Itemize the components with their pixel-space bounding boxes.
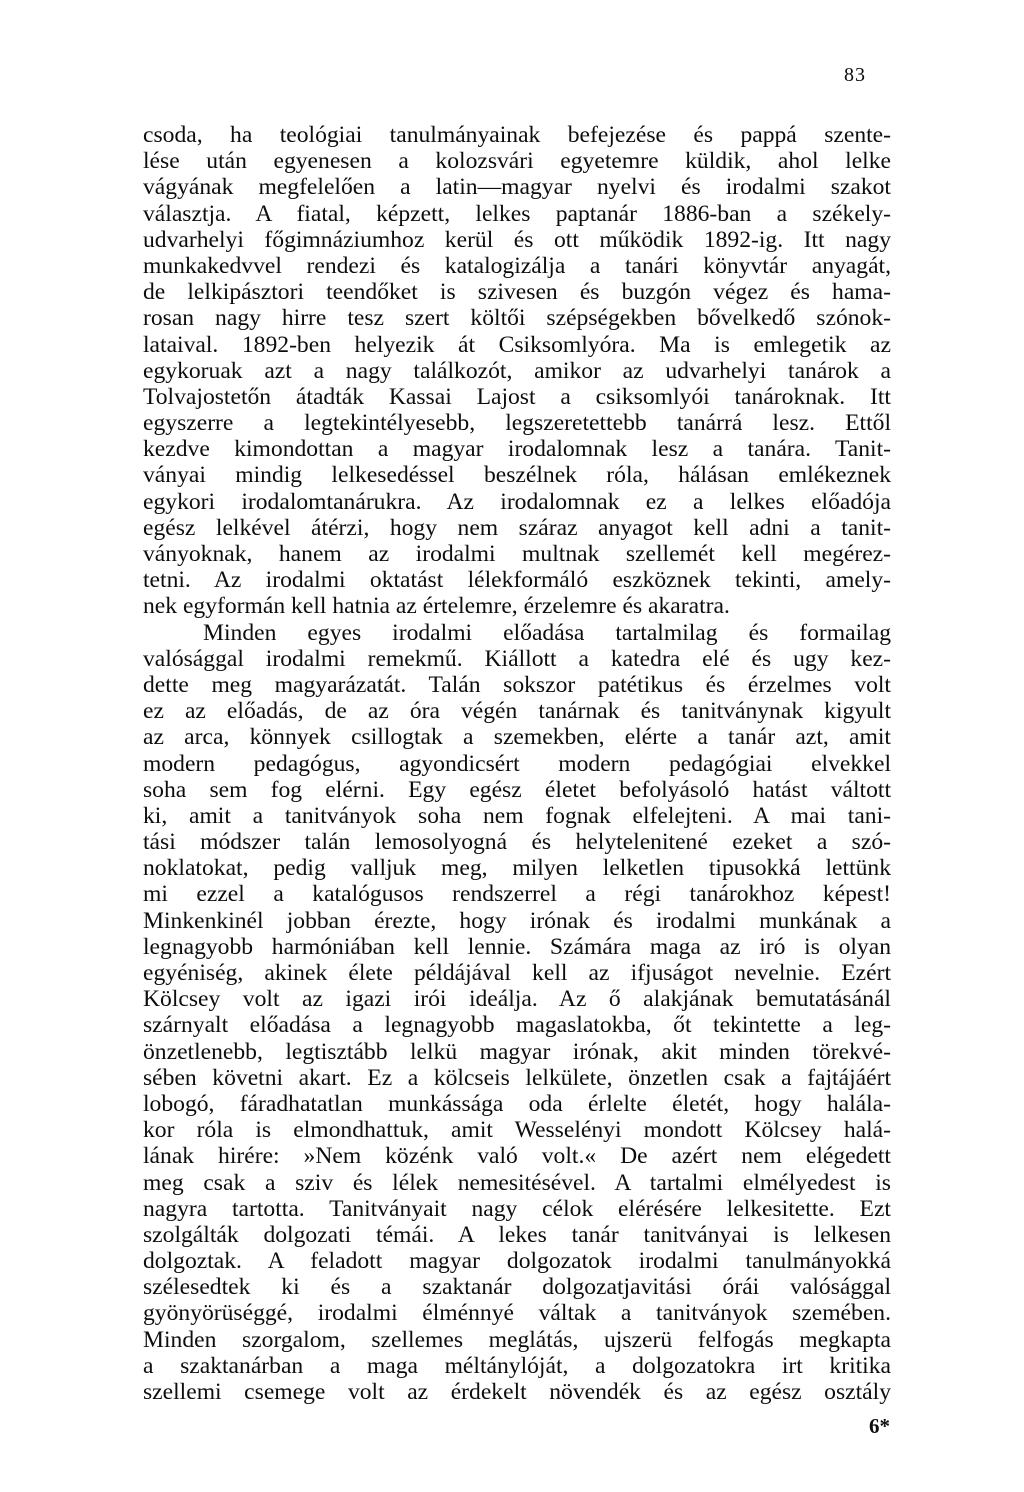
text-line: Tolvajostetőn átadták Kassai Lajost a csiksomlyói tanároknak. Itt [143, 383, 891, 410]
text-line: Minkenkinél jobban érezte, hogy irónak és irodalmi munkának a [143, 907, 891, 934]
text-line: Minden szorgalom, szellemes meglátás, ujszerü felfogás megkapta [143, 1326, 891, 1353]
text-line: kor róla is elmondhattuk, amit Wesselényi mondott Kölcsey halá- [143, 1117, 891, 1144]
printer-signature-mark: 6* [869, 1414, 890, 1438]
text-line: nek egyformán kell hatnia az értelemre, érzelemre és akaratra. [143, 593, 730, 620]
body-text [143, 122, 891, 1405]
text-line: szélesedtek ki és a szaktanár dolgozatjavitási órái valósággal [143, 1274, 891, 1301]
text-line: rosan nagy hirre tesz szert költői szépségekben bővelkedő szónok- [143, 305, 891, 332]
text-line: tetni. Az irodalmi oktatást lélekformáló eszköznek tekinti, amely- [143, 567, 891, 594]
text-line: de lelkipásztori teendőket is szivesen és buzgón végez és hama- [143, 279, 891, 306]
text-line: ki, amit a tanitványok soha nem fognak elfelejteni. A mai tani- [143, 802, 891, 829]
text-line: szolgálták dolgozati témái. A lekes tanár tanitványai is lelkesen [143, 1221, 891, 1248]
text-line: lése után egyenesen a kolozsvári egyetemre küldik, ahol lelke [143, 148, 891, 175]
text-line: nagyra tartotta. Tanitványait nagy célok elérésére lelkesitette. Ezt [143, 1195, 891, 1222]
text-line: modern pedagógus, agyondicsért modern pedagógiai elvekkel [143, 750, 891, 777]
text-line: mi ezzel a katalógusos rendszerrel a régi tanárokhoz képest! [143, 881, 891, 908]
text-line: egykori irodalomtanárukra. Az irodalomnak ez a lelkes előadója [143, 488, 891, 515]
text-line: valósággal irodalmi remekmű. Kiállott a katedra elé és ugy kez- [143, 645, 891, 672]
text-line: ványai mindig lelkesedéssel beszélnek róla, hálásan emlékeznek [143, 462, 891, 489]
text-line: az arca, könnyek csillogtak a szemekben, elérte a tanár azt, amit [143, 724, 891, 751]
text-line: választja. A fiatal, képzett, lelkes paptanár 1886-ban a székely- [143, 200, 891, 227]
text-line: Kölcsey volt az igazi irói ideálja. Az ő alakjának bemutatásánál [143, 986, 891, 1013]
text-line: önzetlenebb, legtisztább lelkü magyar irónak, akit minden törekvé- [143, 1038, 891, 1065]
text-line: munkakedvvel rendezi és katalogizálja a tanári könyvtár anyagát, [143, 252, 891, 279]
text-line: szárnyalt előadása a legnagyobb magaslatokba, őt tekintette a leg- [143, 1012, 891, 1039]
text-line: lának hirére: »Nem közénk való volt.« De azért nem elégedett [143, 1143, 891, 1170]
text-line: kezdve kimondottan a magyar irodalomnak lesz a tanára. Tanit- [143, 436, 891, 463]
text-line: dette meg magyarázatát. Talán sokszor patétikus és érzelmes volt [143, 671, 891, 698]
text-line: noklatokat, pedig valljuk meg, milyen lelketlen tipusokká lettünk [143, 855, 891, 882]
page-number: 83 [844, 64, 866, 86]
text-line: csoda, ha teológiai tanulmányainak befejezése és pappá szente- [143, 122, 891, 148]
text-line: sében követni akart. Ez a kölcseis lelkülete, önzetlen csak a fajtájáért [143, 1064, 891, 1091]
text-line: a szaktanárban a maga méltánylóját, a dolgozatokra irt kritika [143, 1352, 891, 1379]
text-line: egész lelkével átérzi, hogy nem száraz anyagot kell adni a tanit- [143, 514, 891, 541]
text-line: szellemi csemege volt az érdekelt növendék és az egész osztály [143, 1379, 891, 1405]
text-line: legnagyobb harmóniában kell lennie. Számára maga az iró is olyan [143, 933, 891, 960]
text-line: egyéniség, akinek élete példájával kell az ifjuságot nevelnie. Ezért [143, 960, 891, 986]
text-line: gyönyörüséggé, irodalmi élménnyé váltak a tanitványok szemében. [143, 1300, 891, 1327]
text-line: dolgoztak. A feladott magyar dolgozatok irodalmi tanulmányokká [143, 1248, 891, 1275]
text-line: lataival. 1892-ben helyezik át Csiksomlyóra. Ma is emlegetik az [143, 331, 891, 358]
text-line: meg csak a sziv és lélek nemesitésével. A tartalmi elmélyedest is [143, 1169, 891, 1196]
text-line: egyszerre a legtekintélyesebb, legszeretettebb tanárrá lesz. Ettől [143, 410, 891, 437]
text-line: tási módszer talán lemosolyogná és helytelenitené ezeket a szó- [143, 829, 891, 856]
text-line: egykoruak azt a nagy találkozót, amikor az udvarhelyi tanárok a [143, 357, 891, 384]
text-line: ez az előadás, de az óra végén tanárnak és tanitványnak kigyult [143, 698, 891, 725]
text-line: lobogó, fáradhatatlan munkássága oda érlelte életét, hogy halála- [143, 1090, 891, 1117]
text-line: vágyának megfelelően a latin—magyar nyelvi és irodalmi szakot [143, 174, 891, 201]
text-line: soha sem fog elérni. Egy egész életet befolyásoló hatást váltott [143, 776, 891, 803]
text-line: udvarhelyi főgimnáziumhoz kerül és ott működik 1892-ig. Itt nagy [143, 226, 891, 253]
text-line: ványoknak, hanem az irodalmi multnak szellemét kell megérez- [143, 541, 891, 567]
text-line: Minden egyes irodalmi előadása tartalmilag és formailag [203, 619, 891, 646]
